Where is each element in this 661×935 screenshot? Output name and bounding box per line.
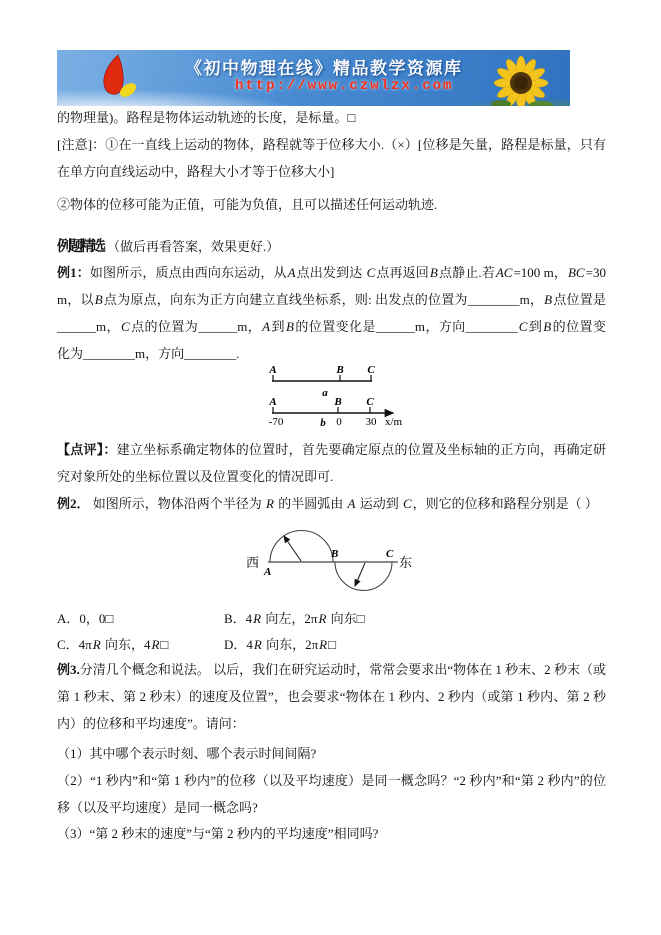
axis-point-a-label: A: [269, 396, 277, 408]
caption-b: b: [320, 417, 326, 428]
paragraph-note2: ②物体的位移可能为正值，可能为负值，且可以描述任何运动轨迹.: [57, 197, 438, 212]
example1-paragraph: 例1：如图所示，质点由西向东运动，从A点出发到达 C点再返回B点静止.若AC=100 m，BC=30 m，以B点为原点，向东为正方向建立直线坐标系，则: 出发点的位置为________m，B点位置是______m，C点的位置为______m，A到B的位置变化是______m，方向________C到B的位置变化为________m，方向________.: [57, 265, 606, 361]
west-label: 西: [246, 555, 260, 570]
radius-arrow-right: [355, 563, 365, 586]
axis-tick-0: 0: [336, 416, 342, 428]
example2-paragraph: 例2． 如图所示，物体沿两个半径为 R 的半圆弧由 A 运动到 C，则它的位移和路程分别是（ ）: [57, 496, 598, 511]
site-logo-icon: [87, 52, 143, 104]
axis-tick-30: 30: [365, 416, 377, 428]
banner-title: 《初中物理在线》精品教学资源库: [185, 59, 463, 78]
axis-unit-label: x/m: [385, 416, 403, 428]
point-a-label: A: [269, 364, 277, 376]
option-c: C．4πR 向东，4R□: [57, 637, 169, 652]
section-heading: [57, 233, 606, 261]
caption-a: a: [322, 387, 328, 399]
point-b-label: B: [331, 548, 339, 560]
option-a: A．0，0□: [57, 611, 114, 626]
header-banner: [57, 50, 570, 106]
point-a-label: A: [264, 566, 272, 578]
point-b-label: B: [336, 364, 344, 376]
east-label: 东: [399, 555, 413, 570]
upper-semicircle: [270, 531, 333, 563]
comment-paragraph: 【点评】：建立坐标系确定物体的位置时，首先要确定原点的位置及坐标轴的正方向，再确定研究对象所处的坐标位置以及位置变化的情况即可.: [57, 442, 606, 484]
section-subtitle: （做后再看答案，效果更好.）: [107, 239, 280, 254]
point-c-label: C: [386, 548, 394, 560]
position-axis-diagram: [263, 362, 413, 428]
question-3: （3）“第 2 秒末的速度”与“第 2 秒内的平均速度”相同吗?: [57, 826, 379, 841]
question-1: （1）其中哪个表示时刻、哪个表示时间间隔?: [57, 746, 317, 761]
point-c-label: C: [367, 364, 375, 376]
axis-point-b-label: B: [334, 396, 342, 408]
option-d: D．4R 向东，2πR□: [224, 637, 336, 652]
section-title: 例题精选: [57, 239, 103, 255]
example3-paragraph: 例3.分清几个概念和说法。 以后，我们在研究运动时，常常会要求出“物体在 1 秒末、2 秒末（或第 1 秒末、第 2 秒末）的速度及位置”，也会要求“物体在 1 秒内、2 秒内（或第 1 秒内、第 2 秒内）的位移和平均速度”。请问：: [57, 662, 606, 731]
option-b: B．4R 向左，2πR 向东□: [224, 611, 365, 626]
axis-tick-minus70: -70: [268, 416, 284, 428]
paragraph-note: [注意]：①在一直线上运动的物体，路程就等于位移大小.（×）[位移是矢量，路程是标量，只有在单方向直线运动中，路程大小才等于位移大小]: [57, 137, 606, 179]
sunflower-image: [483, 56, 559, 106]
radius-arrow-left: [284, 536, 301, 561]
semicircle-path-diagram: [238, 520, 443, 608]
paragraph-path-summary: 的物理量)。路程是物体运动轨迹的长度，是标量。□: [57, 110, 356, 125]
banner-url-link[interactable]: http://www.czwlzx.com: [235, 78, 454, 94]
axis-point-c-label: C: [366, 396, 374, 408]
question-2: （2）“1 秒内”和“第 1 秒内”的位移（以及平均速度）是同一概念吗？“2 秒内”和“第 2 秒内”的位移（以及平均速度）是同一概念吗?: [57, 773, 606, 815]
